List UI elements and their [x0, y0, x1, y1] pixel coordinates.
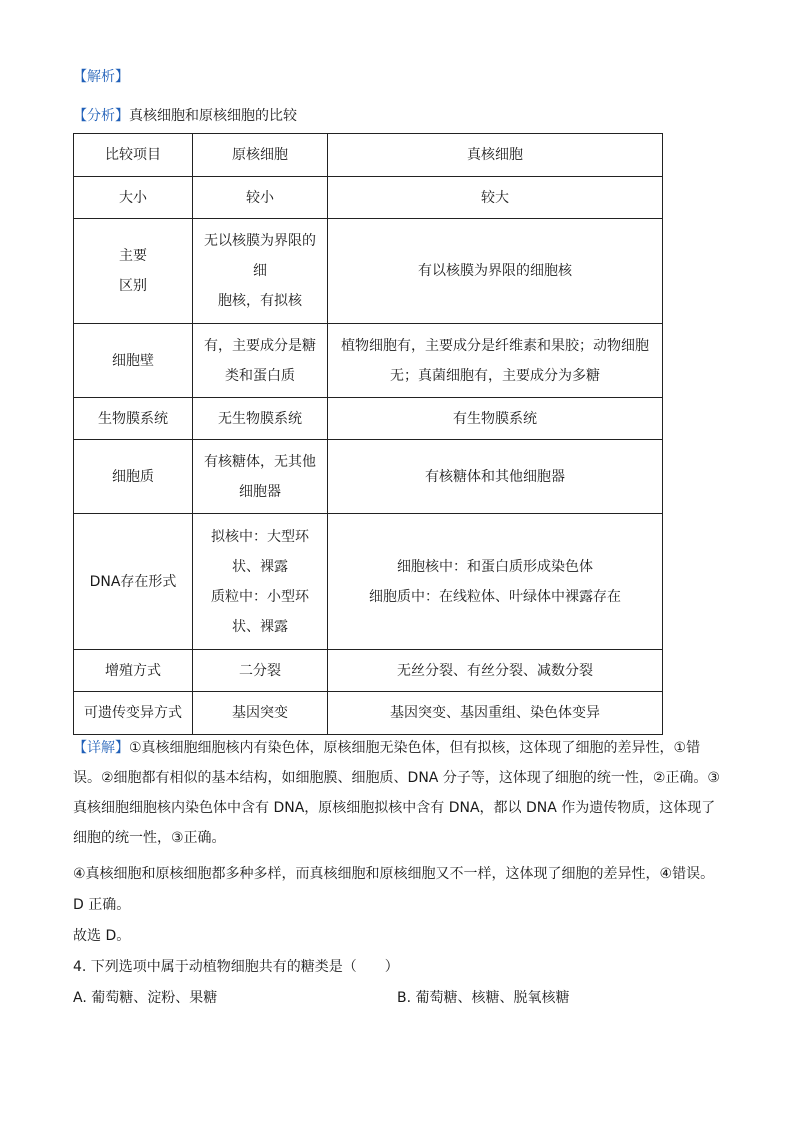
table-cell: 有核糖体和其他细胞器 [328, 440, 663, 514]
table-row [74, 692, 663, 735]
table-cell: 植物细胞有，主要成分是纤维素和果胶；动物细胞 无；真菌细胞有，主要成分为多糖 [328, 324, 663, 398]
table-cell: 细胞核中：和蛋白质形成染色体 细胞质中：在线粒体、叶绿体中裸露存在 [328, 514, 663, 650]
table-cell: 真核细胞 [328, 134, 663, 177]
detail-text: ①真核细胞细胞核内有染色体，原核细胞无染色体，但有拟核，这体现了细胞的差异性，①错误。②细胞都有相似的基本结构，如细胞膜、细胞质、DNA 分子等，这体现了细胞的统一性，②正确。③真核细胞细胞核内染色体中含有 DNA，原核细胞拟核中含有 DNA，都以 DNA 作为遗传物质，这体现了细胞的统一性，③正确。 [73, 740, 720, 846]
table-row [74, 134, 663, 177]
table-cell: 原核细胞 [193, 134, 328, 177]
table-cell: 有，主要成分是糖 类和蛋白质 [193, 324, 328, 398]
table-cell: 细胞质 [74, 440, 193, 514]
table-cell: 增殖方式 [74, 650, 193, 692]
table-cell: 无生物膜系统 [193, 398, 328, 440]
detail-line-4: ④真核细胞和原核细胞都多种多样，而真核细胞和原核细胞又不一样，这体现了细胞的差异性，④错误。 [73, 866, 715, 882]
table-row [74, 514, 663, 650]
section-heading-jiexi: 【解析】 [73, 69, 129, 85]
table-cell: 比较项目 [74, 134, 193, 177]
detail-paragraph [73, 733, 723, 853]
option-b: B. 葡萄糖、核糖、脱氧核糖 [397, 990, 570, 1006]
table-cell: 可遗传变异方式 [74, 692, 193, 735]
analysis-tag: 【分析】 [73, 108, 129, 124]
table-cell: 基因突变 [193, 692, 328, 735]
table-cell: 无以核膜为界限的细 胞核，有拟核 [193, 219, 328, 324]
table-cell: 基因突变、基因重组、染色体变异 [328, 692, 663, 735]
table-cell: DNA存在形式 [74, 514, 193, 650]
table-row [74, 219, 663, 324]
table-row [74, 177, 663, 219]
answer-line: 故选 D。 [73, 928, 131, 944]
table-cell: 有生物膜系统 [328, 398, 663, 440]
table-cell: 拟核中：大型环 状、裸露 质粒中：小型环 状、裸露 [193, 514, 328, 650]
analysis-line [73, 105, 297, 125]
comparison-table [73, 133, 663, 735]
table-cell: 较小 [193, 177, 328, 219]
table-row [74, 398, 663, 440]
table-cell: 有以核膜为界限的细胞核 [328, 219, 663, 324]
table-row [74, 440, 663, 514]
table-cell: 细胞壁 [74, 324, 193, 398]
table-cell: 二分裂 [193, 650, 328, 692]
detail-tag: 【详解】 [73, 740, 129, 756]
detail-conclusion: D 正确。 [73, 897, 131, 913]
table-cell: 无丝分裂、有丝分裂、减数分裂 [328, 650, 663, 692]
table-cell: 较大 [328, 177, 663, 219]
table-cell: 主要 区别 [74, 219, 193, 324]
question-stem: 4. 下列选项中属于动植物细胞共有的糖类是（ ） [73, 959, 399, 975]
table-row [74, 650, 663, 692]
table-cell: 有核糖体，无其他 细胞器 [193, 440, 328, 514]
table-cell: 大小 [74, 177, 193, 219]
analysis-text: 真核细胞和原核细胞的比较 [129, 108, 297, 124]
option-a: A. 葡萄糖、淀粉、果糖 [73, 990, 218, 1006]
table-row [74, 324, 663, 398]
table-cell: 生物膜系统 [74, 398, 193, 440]
